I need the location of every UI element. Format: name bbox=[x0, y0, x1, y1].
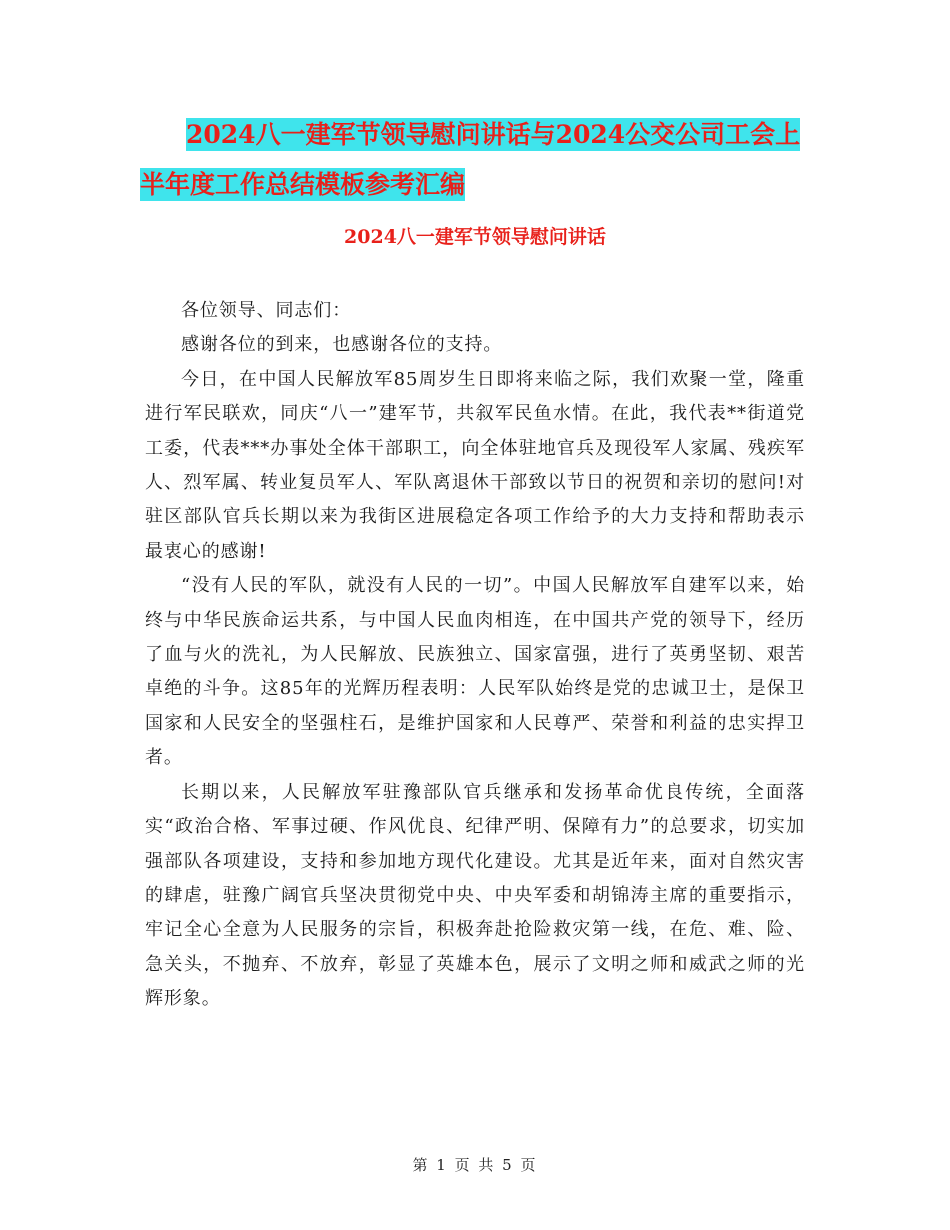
paragraph-contributions: 长期以来，人民解放军驻豫部队官兵继承和发扬革命优良传统，全面落实“政治合格、军事过硬、作风优良、纪律严明、保障有力”的总要求，切实加强部队各项建设，支持和参加地方现代化建设。尤其是近年来，面对自然灾害的肆虐，驻豫广阔官兵坚决贯彻党中央、中央军委和胡锦涛主席的重要指示，牢记全心全意为人民服务的宗旨，积极奔赴抢险救灾第一线，在危、难、险、急关头，不抛弃、不放弃，彰显了英雄本色，展示了文明之师和威武之师的光辉形象。 bbox=[145, 781, 805, 1010]
document-title-line-1: 2024八一建军节领导慰问讲话与2024公交公司工会上 bbox=[186, 120, 801, 149]
paragraph-greeting: 今日，在中国人民解放军85周岁生日即将来临之际，我们欢聚一堂，隆重进行军民联欢，同庆“八一”建军节，共叙军民鱼水情。在此，我代表**街道党工委，代表***办事处全体干部职工，向全体驻地官兵及现役军人家属、残疾军人、烈军属、转业复员军人、军队离退休干部致以节日的祝贺和亲切的慰问!对驻区部队官兵长期以来为我街区进展稳定各项工作给予的大力支持和帮助表示最衷心的感谢! bbox=[145, 368, 805, 562]
paragraph-salutation: 各位领导、同志们： bbox=[181, 300, 352, 321]
document-body bbox=[145, 294, 805, 1017]
page-footer: 第 1 页 共 5 页 bbox=[412, 1156, 538, 1174]
document-title bbox=[140, 110, 840, 210]
paragraph-history: “没有人民的军队，就没有人民的一切”。中国人民解放军自建军以来，始终与中华民族命运共系，与中国人民血肉相连，在中国共产党的领导下，经历了血与火的洗礼，为人民解放、民族独立、国家富强，进行了英勇坚韧、艰苦卓绝的斗争。这85年的光辉历程表明：人民军队始终是党的忠诚卫士，是保卫国家和人民安全的坚强柱石，是维护国家和人民尊严、荣誉和利益的忠实捍卫者。 bbox=[145, 575, 805, 769]
paragraph-thanks: 感谢各位的到来，也感谢各位的支持。 bbox=[181, 334, 503, 356]
section-title: 2024八一建军节领导慰问讲话 bbox=[344, 226, 606, 248]
document-title-line-2: 半年度工作总结模板参考汇编 bbox=[140, 170, 466, 199]
